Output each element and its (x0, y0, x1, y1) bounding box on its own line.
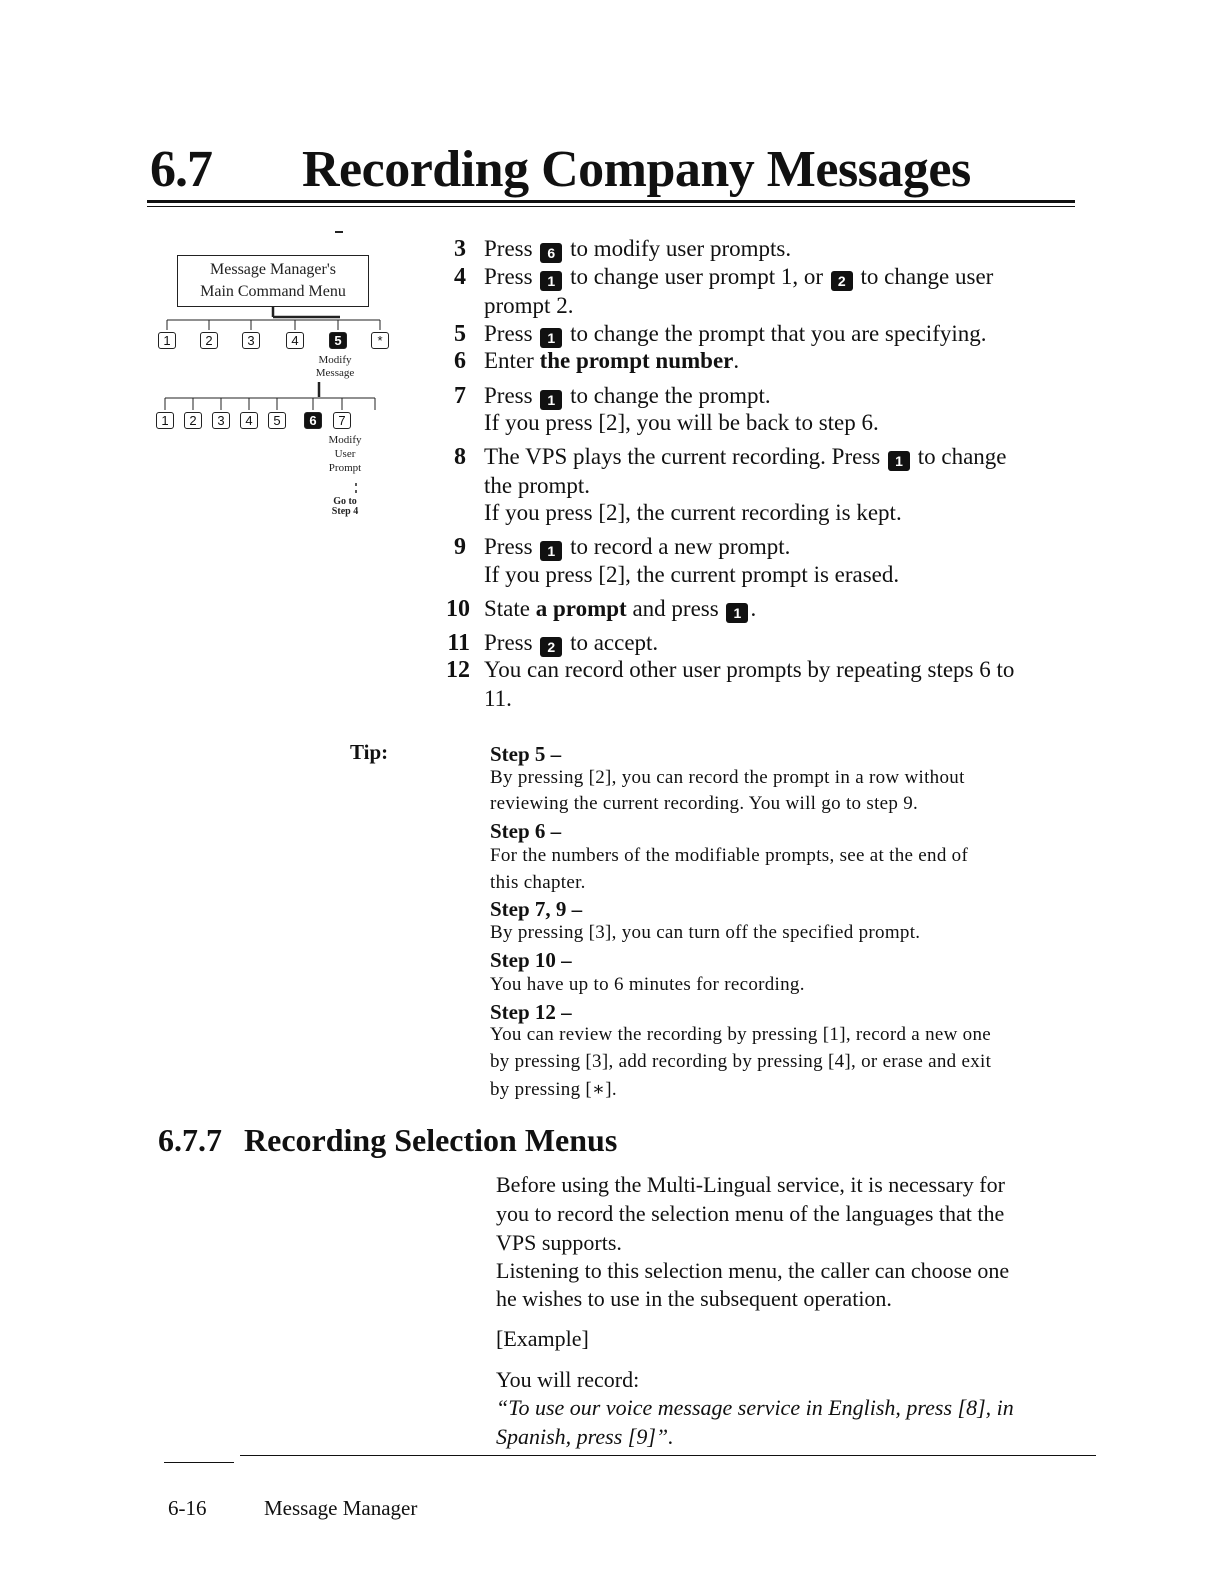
tip-title: Step 7, 9 – (490, 897, 583, 921)
key-6-icon: 6 (540, 243, 562, 263)
row1-key-3: 3 (242, 332, 260, 349)
step-9-text-cont: If you press [2], the current prompt is erased. (484, 562, 900, 587)
tip-body-line: this chapter. (490, 872, 586, 893)
example-quote-line: “To use our voice message service in English, press [8], in (496, 1395, 1014, 1420)
key-1-icon: 1 (726, 603, 748, 623)
menu-box-line1: Message Manager's (210, 261, 336, 278)
example-quote-line: Spanish, press [9]”. (496, 1424, 674, 1449)
step-3-text: Press 6 to modify user prompts. (484, 236, 792, 261)
row1-key-1: 1 (158, 332, 176, 349)
step-6-text: Enter the prompt number. (484, 348, 740, 373)
tip-title: Step 5 – (490, 742, 562, 766)
section-title: Recording Company Messages (302, 141, 971, 198)
row2-key-7: 7 (333, 412, 351, 429)
row1-key-5-selected: 5 (329, 332, 347, 349)
step-7-text: Press 1 to change the prompt. (484, 383, 771, 408)
step-7-text-cont: If you press [2], you will be back to step 6. (484, 410, 879, 435)
row1-key-4: 4 (286, 332, 304, 349)
key-1-icon: 1 (540, 390, 562, 410)
tip-body-line: For the numbers of the modifiable prompts, see at the end of (490, 845, 969, 866)
paragraph-line: he wishes to use in the subsequent operation. (496, 1286, 892, 1311)
step-8-text-cont: the prompt. (484, 473, 591, 498)
tip-title: Step 6 – (490, 819, 562, 843)
row1-label-modify: Modify (318, 354, 352, 366)
row1-label-message: Message (315, 367, 355, 379)
tip-body-line: By pressing [2], you can record the prompt in a row without (490, 767, 965, 788)
step-number: 3 (454, 236, 466, 262)
goto-step-label: Step 4 (331, 506, 359, 517)
paragraph-line: you to record the selection menu of the languages that the (496, 1201, 1005, 1226)
paragraph-line: VPS supports. (496, 1230, 622, 1255)
step-11-text: Press 2 to accept. (484, 630, 659, 655)
key-2-icon: 2 (540, 637, 562, 657)
step-8-text-cont2: If you press [2], the current recording is kept. (484, 500, 902, 525)
tip-body-line: You have up to 6 minutes for recording. (490, 974, 805, 995)
tip-title: Step 12 – (490, 1000, 572, 1024)
menu-tree-diagram (145, 222, 415, 532)
row1-key-2: 2 (200, 332, 218, 349)
paragraph-line: Before using the Multi-Lingual service, it is necessary for (496, 1172, 1005, 1197)
step-5-text: Press 1 to change the prompt that you are specifying. (484, 321, 987, 346)
step-number: 4 (454, 264, 466, 290)
tip-label: Tip: (350, 740, 389, 764)
tip-body-line: You can review the recording by pressing [1], record a new one (490, 1024, 992, 1045)
tip-body-line: by pressing [3], add recording by pressing [4], or erase and exit (490, 1051, 992, 1072)
section-number: 6.7 (150, 141, 212, 198)
main-command-menu-box (177, 255, 369, 307)
step-4-text: Press 1 to change user prompt 1, or 2 to change user (484, 264, 994, 289)
step-8-text: The VPS plays the current recording. Press 1 to change (484, 444, 1007, 469)
row2-key-1: 1 (156, 412, 174, 429)
tip-body-line: by pressing [∗]. (490, 1079, 617, 1100)
example-label: [Example] (496, 1326, 589, 1351)
step-number: 9 (454, 534, 466, 560)
step-number: 11 (447, 630, 470, 656)
row2-label-user: User (334, 448, 356, 460)
subsection-title: Recording Selection Menus (244, 1122, 618, 1158)
title-rule-thick (147, 200, 1075, 203)
row2-key-6-selected: 6 (304, 412, 322, 429)
footer-page-number: 6-16 (168, 1496, 207, 1520)
tip-body-line: reviewing the current recording. You will go to step 9. (490, 793, 919, 814)
row1-key-star: * (371, 332, 389, 349)
footer-rule-short (164, 1462, 234, 1463)
paragraph-line: Listening to this selection menu, the caller can choose one (496, 1258, 1010, 1283)
step-10-text: State a prompt and press 1 . (484, 596, 757, 621)
step-4-text-cont: prompt 2. (484, 293, 574, 318)
step-12-text: You can record other user prompts by repeating steps 6 to (484, 657, 1015, 682)
step-number: 5 (454, 321, 466, 347)
tip-title: Step 10 – (490, 948, 572, 972)
step-9-text: Press 1 to record a new prompt. (484, 534, 791, 559)
step-number: 6 (454, 348, 466, 374)
key-1-icon: 1 (888, 451, 910, 471)
step-number: 8 (454, 444, 466, 470)
key-2-icon: 2 (831, 271, 853, 291)
goto-label: Go to (333, 496, 357, 507)
key-1-icon: 1 (540, 541, 562, 561)
row2-key-2: 2 (184, 412, 202, 429)
step-12-text-cont: 11. (484, 686, 512, 711)
row2-label-modify: Modify (328, 434, 362, 446)
tip-body-line: By pressing [3], you can turn off the specified prompt. (490, 922, 921, 943)
row2-label-prompt: Prompt (328, 462, 362, 474)
footer-title: Message Manager (264, 1496, 418, 1520)
step-number: 7 (454, 383, 466, 409)
step-number: 10 (446, 596, 470, 622)
row2-key-5: 5 (268, 412, 286, 429)
title-rule-thin (147, 206, 1075, 207)
key-1-icon: 1 (540, 328, 562, 348)
record-label: You will record: (496, 1367, 640, 1392)
key-1-icon: 1 (540, 271, 562, 291)
row2-key-4: 4 (240, 412, 258, 429)
row2-key-3: 3 (212, 412, 230, 429)
footer-rule (240, 1455, 1096, 1456)
step-number: 12 (446, 657, 470, 683)
subsection-number: 6.7.7 (158, 1122, 222, 1158)
menu-box-line2: Main Command Menu (200, 283, 346, 300)
